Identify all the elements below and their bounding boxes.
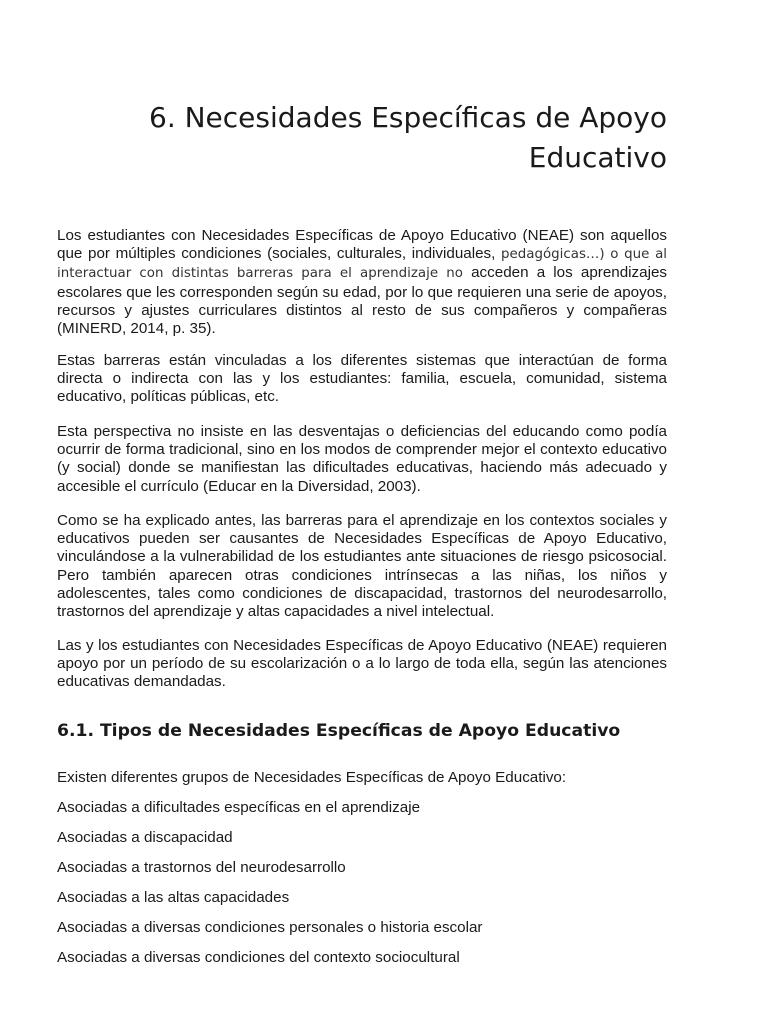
paragraph-4: Como se ha explicado antes, las barreras para el aprendizaje en los contextos sociales y educativos pueden ser causantes de Necesidades Específicas de Apoyo Educativo, vinculándose a la vulnerabilidad de los estudiantes ante situaciones de riesgo psicosocial. Pero también aparecen otras condiciones intrínsecas a las niñas, los niños y adolescentes, tales como condiciones de discapacidad, trastornos del neurodesarrollo, trastornos del aprendizaje y altas capacidades a nivel intelectual. [57, 512, 667, 621]
list-item: Asociadas a discapacidad [57, 829, 233, 846]
needs-list [57, 769, 677, 979]
list-intro: Existen diferentes grupos de Necesidades Específicas de Apoyo Educativo: [57, 769, 567, 786]
paragraph-1-part-2: pedagógicas…) o que al interactuar con distintas barreras para el aprendizaje no [57, 247, 667, 282]
paragraph-5: Las y los estudiantes con Necesidades Específicas de Apoyo Educativo (NEAE) requieren apoyo por un período de su escolarización o a lo largo de toda ella, según las atenciones educativas demandadas. [57, 637, 667, 691]
list-item: Asociadas a diversas condiciones del contexto sociocultural [57, 949, 460, 966]
paragraph-2: Estas barreras están vinculadas a los diferentes sistemas que interactúan de forma directa o indirecta con las y los estudiantes: familia, escuela, comunidad, sistema educativo, políticas públicas, etc. [57, 352, 667, 406]
paragraph-1 [57, 227, 667, 338]
list-item: Asociadas a diversas condiciones personales o historia escolar [57, 919, 483, 936]
paragraph-1-part-3: acceden a los aprendizajes escolares que les corresponden según su edad, por lo que requieren una serie de apoyos, recursos y ajustes curriculares distintos al resto de sus compañeros y compañeras (MINERD, 2014, p. 35). [57, 264, 667, 338]
title-line-1: 6. Necesidades Específicas de Apoyo [149, 101, 667, 134]
list-item: Asociadas a las altas capacidades [57, 889, 290, 906]
paragraph-1-part-1: Los estudiantes con Necesidades Específicas de Apoyo Educativo (NEAE) son aquellos que por múltiples condiciones (sociales, culturales, individuales, [57, 227, 667, 263]
list-item: Asociadas a dificultades específicas en el aprendizaje [57, 799, 421, 816]
title-line-2: Educativo [528, 141, 667, 174]
paragraph-3: Esta perspectiva no insiste en las desventajas o deficiencias del educando como podía ocurrir de forma tradicional, sino en los modos de comprender mejor el contexto educativo (y social) donde se manifiestan las dificultades educativas, haciendo más adecuado y accesible el currículo (Educar en la Diversidad, 2003). [57, 423, 667, 495]
page-title [67, 98, 667, 178]
section-heading: 6.1. Tipos de Necesidades Específicas de Apoyo Educativo [57, 721, 621, 741]
list-item: Asociadas a trastornos del neurodesarrollo [57, 859, 346, 876]
